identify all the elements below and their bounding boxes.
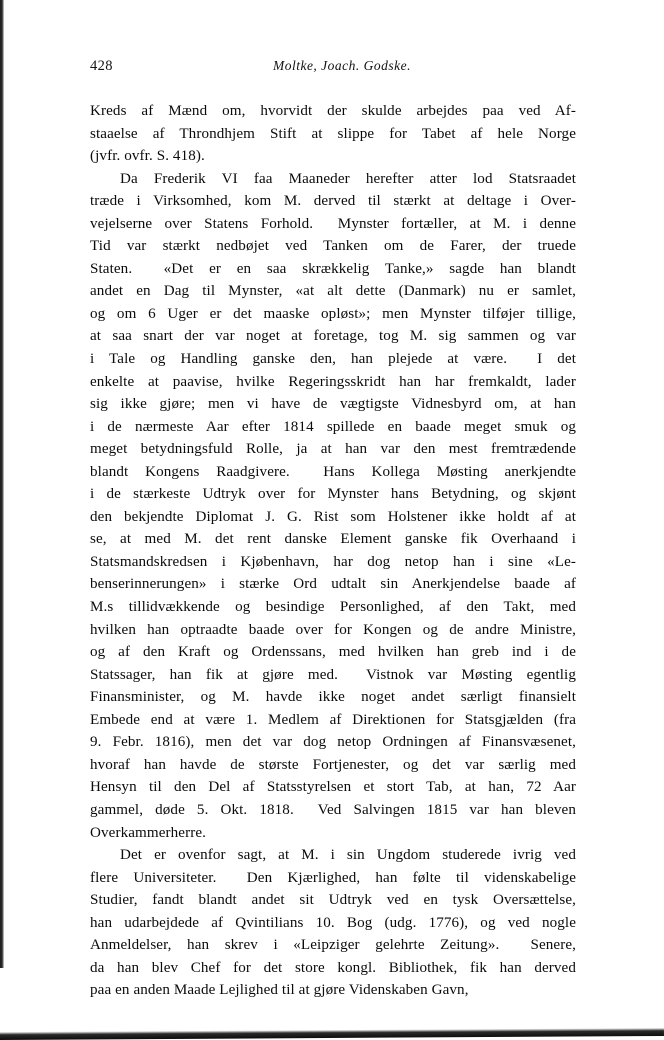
text-line: enkelte at paavise, hvilke Regeringsskridt han har fremkaldt, lader [90,373,576,390]
text-line: træde i Virksomhed, kom M. derved til stærkt at deltage i Over- [90,193,576,210]
text-line: at saa snart der var noget at foretage, tog M. sig sammen og var [90,328,576,345]
text-line: i de nærmeste Aar efter 1814 spillede en baade meget smuk og [90,418,576,435]
running-head [90,58,576,88]
text-line: Overkammerherre. [90,824,206,841]
text-line: Embede end at være 1. Medlem af Direktionen for Statsgjælden (fra [90,711,576,728]
text-line: flere Universiteter. Den Kjærlighed, han følte til videnskabelige [90,869,576,886]
text-line: Statssager, han fik at gjøre med. Vistnok var Møsting egentlig [90,666,576,683]
text-line: staaelse af Throndhjem Stift at slippe for Tabet af hele Norge [90,125,576,142]
text-line: Det er ovenfor sagt, at M. i sin Ungdom studerede ivrig ved [120,847,576,864]
paragraph [90,168,576,844]
text-line: i de stærkeste Udtryk over for Mynster hans Betydning, og skjønt [90,486,576,503]
text-line: vejelserne over Statens Forhold. Mynster fortæller, at M. i denne [90,215,576,232]
text-line: benserinnerungen» i stærke Ord udtalt sin Anerkjendelse baade af [90,576,576,593]
text-line: i Tale og Handling ganske den, han plejede at være. I det [90,351,576,368]
page-content [90,58,576,1002]
text-line: hvoraf han havde de største Fortjenester, og det var særlig med [90,756,576,773]
text-line: den bekjendte Diplomat J. G. Rist som Holstener ikke holdt af at [90,508,576,525]
paragraph [90,844,576,1002]
text-line: paa en anden Maade Lejlighed til at gjøre Videnskaben Gavn, [90,982,469,999]
text-line: Studier, fandt blandt andet sit Udtryk ved en tysk Oversættelse, [90,892,576,909]
text-line: da han blev Chef for det store kongl. Bibliothek, fik han derved [90,959,576,976]
paragraph [90,100,576,168]
text-line: Da Frederik VI faa Maaneder herefter atter lod Statsraadet [120,170,576,187]
text-line: gammel, døde 5. Okt. 1818. Ved Salvingen 1815 var han bleven [90,801,576,818]
text-line: Tid var stærkt nedbøjet ved Tanken om de Farer, der truede [90,238,576,255]
text-line: meget betydningsfuld Rolle, ja at han var den mest fremtrædende [90,441,576,458]
text-line: Statsmandskredsen i Kjøbenhavn, har dog netop han i sine «Le- [90,553,576,570]
text-line: M.s tillidvækkende og besindige Personlighed, af den Takt, med [90,599,576,616]
text-line: Finansminister, og M. havde ikke noget andet særligt finansielt [90,689,576,706]
text-line: andet en Dag til Mynster, «at alt dette (Danmark) nu er samlet, [90,283,576,300]
text-line: Anmeldelser, han skrev i «Leipziger gelehrte Zeitung». Senere, [90,937,576,954]
text-line: Staten. «Det er en saa skrækkelig Tanke,» sagde han blandt [90,260,576,277]
page-number: 428 [90,58,113,74]
text-line: sig ikke gjøre; men vi have de vægtigste Vidnesbyrd om, at han [90,396,576,413]
scan-gutter-artifact [0,0,4,968]
text-line: blandt Kongens Raadgivere. Hans Kollega Møsting anerkjendte [90,463,576,480]
text-line: Hensyn til den Del af Statsstyrelsen et stort Tab, at han, 72 Aar [90,779,576,796]
text-line: Kreds af Mænd om, hvorvidt der skulde arbejdes paa ved Af- [90,103,576,119]
running-head-title: Moltke, Joach. Godske. [272,58,412,73]
text-line: se, at med M. det rent danske Element ganske fik Overhaand i [90,531,576,548]
text-line: hvilken han optraadte baade over for Kongen og de andre Ministre, [90,621,576,638]
text-line: (jvfr. ovfr. S. 418). [90,148,205,165]
text-line: han udarbejdede af Qvintilians 10. Bog (udg. 1776), og ved nogle [90,914,576,931]
text-line: 9. Febr. 1816), men det var dog netop Ordningen af Finansvæsenet, [90,734,576,751]
text-line: og af den Kraft og Ordenssans, med hvilken han greb ind i de [90,644,576,661]
text-line: og om 6 Uger er det maaske opløst»; men Mynster tilføjer tillige, [90,305,576,322]
body-text [90,100,576,1002]
scan-edge-artifact [0,1023,664,1040]
